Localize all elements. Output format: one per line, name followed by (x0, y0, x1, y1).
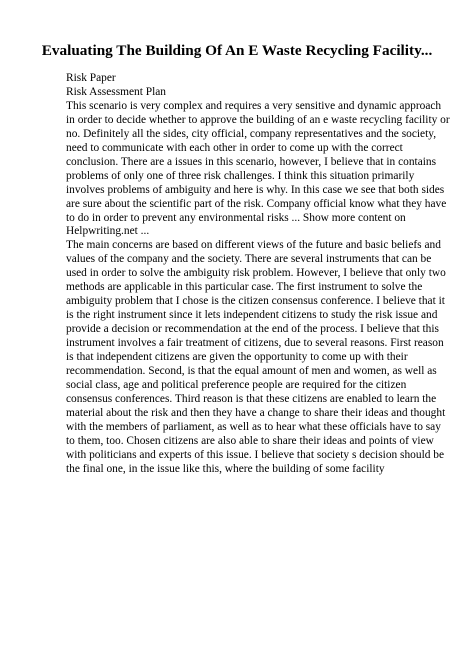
text-line: in order to decide whether to approve the building of an e waste recycling facility or (66, 113, 450, 126)
text-line: This scenario is very complex and requires a very sensitive and dynamic approach (66, 99, 442, 112)
text-line: Risk Paper (66, 72, 116, 84)
text-line: The main concerns are based on different views of the future and basic beliefs and (66, 239, 441, 252)
text-line: the final one, in the issue like this, where the building of some facility (66, 462, 385, 475)
text-line: values of the company and the society. There are several instruments that can be (66, 253, 432, 266)
text-line: is that independent citizens are given the opportunity to come up with their (66, 351, 408, 364)
text-line: conclusion. There are a issues in this scenario, however, I believe that in contains (66, 155, 437, 168)
text-line: with politicians and experts of this issue. I believe that society s decision should be (66, 448, 445, 461)
text-line: material about the risk and then they have a change to share their ideas and thought (66, 406, 446, 419)
text-line: Risk Assessment Plan (66, 85, 166, 98)
text-line: instrument involves a fair treatment of citizens, due to several reasons. First reason (66, 337, 444, 350)
document-body (66, 72, 450, 477)
text-line: consensus conferences. Third reason is that these citizens are enabled to learn the (66, 392, 437, 405)
text-line: ambiguity problem that I chose is the citizen consensus conference. I believe that it (66, 295, 445, 308)
document-title: Evaluating The Building Of An E Waste Recycling Facility... (41, 42, 433, 59)
text-line: to do in order to prevent any environmental risks ... Show more content on (66, 211, 406, 224)
text-line: recommendation. Second, is that the equal amount of men and women, as well as (66, 365, 437, 378)
text-line: involves problems of ambiguity and here is why. In this case we see that both sides (66, 183, 445, 196)
text-line: methods are applicable in this particular case. The first instrument to solve the (66, 281, 423, 294)
text-line: no. Definitely all the sides, city official, company representatives and the society, (66, 127, 437, 140)
text-line: need to communicate with each other in order to come up with the correct (66, 141, 403, 154)
text-line: social class, age and political preference people are required for the citizen (66, 378, 407, 391)
text-line: to them, too. Chosen citizens are also able to share their ideas and points of view (66, 434, 434, 447)
text-line: provide a decision or recommendation at the end of the process. I believe that this (66, 323, 439, 336)
text-line: problems of only one of three risk challenges. I think this situation primarily (66, 169, 415, 182)
text-line: are sure about the scientific part of the risk. Company official know what they have (66, 197, 447, 210)
text-line: with the members of parliament, as well as to hear what these officials have to say (66, 420, 441, 433)
source-link[interactable]: Helpwriting.net ... (66, 225, 150, 238)
text-line: is the right instrument since it lets independent citizens to study the risk issue and (66, 309, 438, 322)
text-line: used in order to solve the ambiguity risk problem. However, I believe that only two (66, 267, 446, 280)
